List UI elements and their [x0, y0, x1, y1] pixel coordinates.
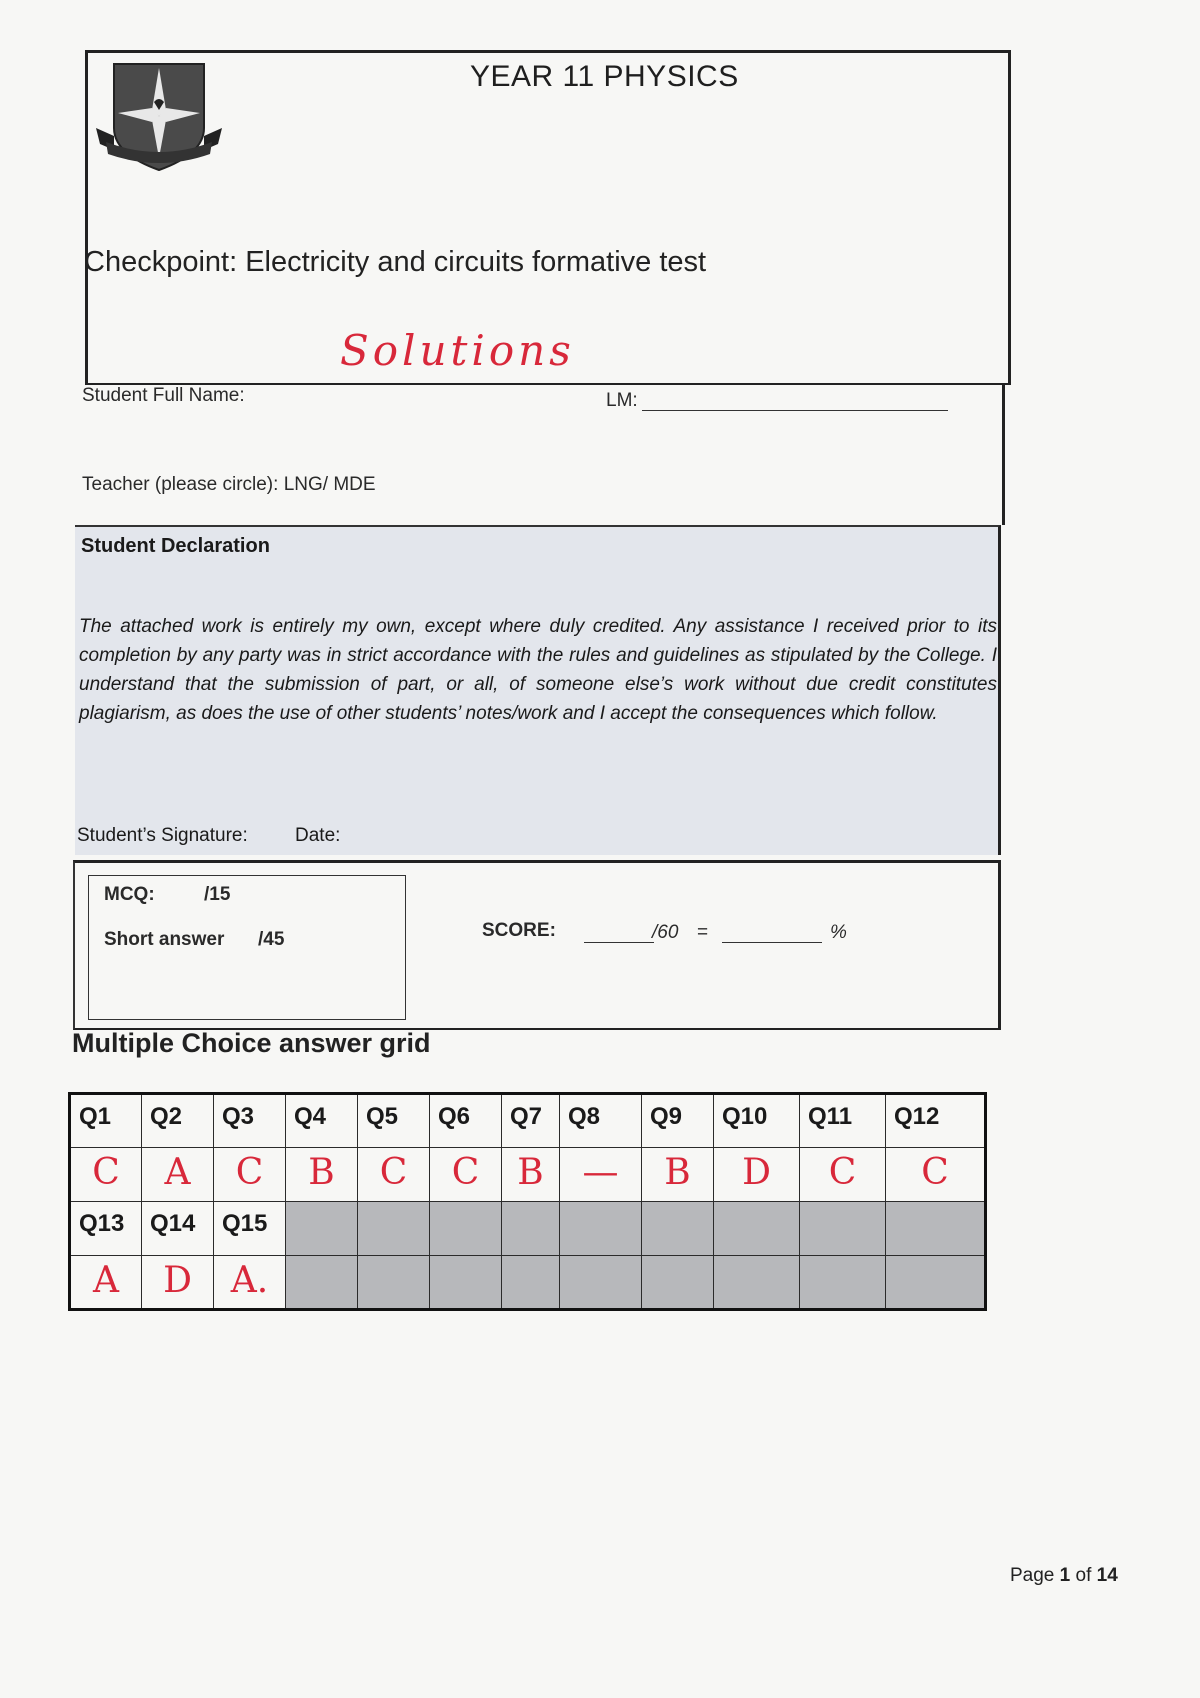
mcq-answer-grid: [68, 1092, 987, 1311]
empty-shaded-cell: [800, 1256, 886, 1310]
empty-shaded-cell: [800, 1202, 886, 1256]
declaration-title: Student Declaration: [81, 535, 270, 557]
question-label: Q14: [142, 1202, 214, 1256]
empty-shaded-cell: [502, 1256, 560, 1310]
question-label: Q2: [142, 1094, 214, 1148]
student-name-label: Student Full Name:: [82, 385, 245, 406]
question-label: Q12: [886, 1094, 986, 1148]
empty-shaded-cell: [286, 1202, 358, 1256]
empty-shaded-cell: [560, 1202, 642, 1256]
answer-cell: B: [642, 1148, 714, 1202]
answer-cell: A: [142, 1148, 214, 1202]
question-label: Q10: [714, 1094, 800, 1148]
empty-shaded-cell: [642, 1202, 714, 1256]
answer-cell: C: [886, 1148, 986, 1202]
answer-cell: C: [358, 1148, 430, 1202]
date-label: Date:: [295, 825, 341, 846]
question-label: Q9: [642, 1094, 714, 1148]
equals-sign: =: [697, 922, 709, 943]
empty-shaded-cell: [358, 1256, 430, 1310]
percent-blank: [722, 942, 822, 943]
question-row: [70, 1094, 986, 1148]
empty-shaded-cell: [358, 1202, 430, 1256]
percent-sign: %: [830, 922, 847, 943]
declaration-text: The attached work is entirely my own, except where duly credited. Any assistance I received prior to its completion by any party was in strict accordance with the rules and guidelines as stipulated by the College. I understand that the submission of part, or all, of someone else’s work without due credit constitutes plagiarism, as does the use of other students’ notes/work and I accept the consequences which follow.: [79, 616, 997, 724]
lm-line: [642, 410, 948, 411]
question-label: Q1: [70, 1094, 142, 1148]
empty-shaded-cell: [642, 1256, 714, 1310]
score-blank: [584, 942, 654, 943]
mcq-total: /15: [204, 884, 231, 905]
empty-shaded-cell: [502, 1202, 560, 1256]
answer-cell: D: [714, 1148, 800, 1202]
course-title: YEAR 11 PHYSICS: [470, 60, 739, 93]
question-label: Q7: [502, 1094, 560, 1148]
mcq-grid-title: Multiple Choice answer grid: [72, 1028, 431, 1058]
lm-label: LM:: [606, 390, 638, 411]
question-label: Q8: [560, 1094, 642, 1148]
declaration-box: [75, 525, 1001, 855]
empty-shaded-cell: [430, 1256, 502, 1310]
mcq-label: MCQ:: [104, 884, 155, 905]
answer-cell: D: [142, 1256, 214, 1310]
question-label: Q11: [800, 1094, 886, 1148]
empty-shaded-cell: [714, 1256, 800, 1310]
empty-shaded-cell: [886, 1256, 986, 1310]
answer-cell: C: [70, 1148, 142, 1202]
question-label: Q15: [214, 1202, 286, 1256]
teacher-label: Teacher (please circle): LNG/ MDE: [82, 474, 376, 495]
school-crest-logo: [92, 58, 226, 174]
short-answer-total: /45: [258, 929, 285, 950]
short-answer-label: Short answer: [104, 929, 225, 950]
answer-cell: C: [430, 1148, 502, 1202]
page-number: Page 1 of 14: [1010, 1565, 1118, 1586]
answer-row: [70, 1256, 986, 1310]
score-total: /60: [652, 922, 679, 943]
test-title: Checkpoint: Electricity and circuits formative test: [84, 246, 707, 278]
question-label: Q6: [430, 1094, 502, 1148]
answer-cell: —: [560, 1148, 642, 1202]
answer-cell: C: [214, 1148, 286, 1202]
question-label: Q3: [214, 1094, 286, 1148]
empty-shaded-cell: [286, 1256, 358, 1310]
question-label: Q4: [286, 1094, 358, 1148]
answer-cell: B: [286, 1148, 358, 1202]
answer-row: [70, 1148, 986, 1202]
handwritten-solutions: Solutions: [340, 326, 575, 375]
empty-shaded-cell: [714, 1202, 800, 1256]
question-label: Q13: [70, 1202, 142, 1256]
answer-cell: A.: [214, 1256, 286, 1310]
score-label: SCORE:: [482, 920, 556, 941]
empty-shaded-cell: [886, 1202, 986, 1256]
question-row: [70, 1202, 986, 1256]
signature-label: Student’s Signature:: [77, 825, 248, 846]
answer-cell: A: [70, 1256, 142, 1310]
answer-cell: B: [502, 1148, 560, 1202]
question-label: Q5: [358, 1094, 430, 1148]
answer-cell: C: [800, 1148, 886, 1202]
empty-shaded-cell: [430, 1202, 502, 1256]
empty-shaded-cell: [560, 1256, 642, 1310]
